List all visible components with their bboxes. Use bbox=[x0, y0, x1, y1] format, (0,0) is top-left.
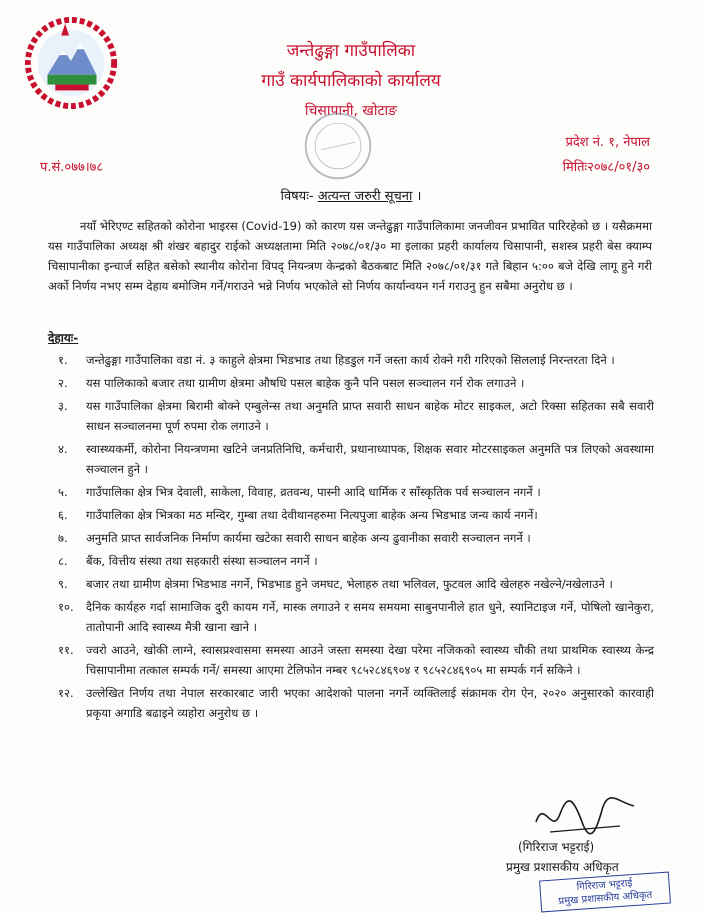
item-number: १. bbox=[58, 353, 68, 367]
office-stamp-icon bbox=[300, 108, 376, 184]
details-heading: देहायः- bbox=[48, 331, 79, 345]
item-number: ६. bbox=[58, 508, 68, 522]
signer-title: प्रमुख प्रशासकीय अधिकृत bbox=[506, 860, 619, 874]
seal-name: गिरिराज भट्टराई bbox=[576, 878, 633, 893]
item-text: उल्लेखित निर्णय तथा नेपाल सरकारबाट जारी भएका आदेशको पालना नगर्ने व्यक्तिलाई संक्रामक रोग ऐन, २०२० अनुसारको कारवाही प्रकृया अगाडि बढाइने व्यहोरा अनुरोध छ । bbox=[86, 686, 654, 720]
item-number: ५. bbox=[58, 485, 68, 499]
item-number: १२. bbox=[58, 686, 74, 700]
item-number: ४. bbox=[58, 442, 68, 456]
intro-paragraph: नयाँ भेरिएण्ट सहितको कोरोना भाइरस (Covid-19) को कारण यस जन्तेढुङ्गा गाउँपालिकामा जनजीवन प्रभावित पारिरहेको छ । यसैक्रममा यस गाउँपालिका अध्यक्ष श्री शंखर बहादुर राईको अध्यक्षतामा मिति २०७८/०१/३० मा इलाका प्रहरी कार्यालय चिसापानी, सशस्त्र प्रहरी बेस क्याम्प चिसापानीका इन्चार्ज सहित बसेको स्थानीय कोरोना विपद् नियन्त्रण केन्द्रको बैठकबाट मिति २०७८/०१/३१ गते बिहान ५:०० बजे देखि लागू हुने गरी अर्को निर्णय नभए सम्म देहाय बमोजिम गर्ने/गराउने भन्ने निर्णय भएकोले सो निर्णय कार्यान्वयन गर्न गराउनु हुन सबैमा अनुरोध छ । bbox=[48, 219, 652, 293]
list-item bbox=[58, 528, 654, 548]
item-number: ३. bbox=[58, 399, 68, 413]
item-number: ११. bbox=[58, 643, 74, 657]
list-item bbox=[58, 482, 654, 502]
list-item bbox=[58, 373, 654, 393]
signature-scribble-icon bbox=[530, 792, 640, 840]
item-text: गाउँपालिका क्षेत्र भित्र देवाली, साकेला, विवाह, व्रतवन्ध, पास्नी आदि धार्मिक र साँस्कृतिक पर्व सञ्चालन नगर्ने । bbox=[86, 485, 541, 499]
list-item bbox=[58, 597, 654, 637]
item-text: यस गाउँपालिका क्षेत्रमा बिरामी बोक्ने एम्बुलेन्स तथा अनुमति प्राप्त सवारी साधन बाहेक मोटर साइकल, अटो रिक्सा सहितका सबै सवारी साधन सञ्चालनमा पूर्ण रुपमा रोक लगाउने । bbox=[86, 399, 654, 433]
list-item bbox=[58, 683, 654, 723]
nepal-emblem-icon bbox=[22, 14, 120, 112]
item-text: अनुमति प्राप्त सार्वजनिक निर्माण कार्यमा खटेका सवारी साधन बाहेक अन्य ढुवानीका सवारी सञ्चालन नगर्ने । bbox=[86, 531, 531, 545]
list-item bbox=[58, 640, 654, 680]
subject-line bbox=[0, 186, 702, 204]
document-date: मितिः२०७८/०१/३० bbox=[562, 160, 650, 175]
list-item bbox=[58, 439, 654, 479]
signer-name: (गिरिराज भट्टराई) bbox=[518, 840, 595, 854]
signature-seal bbox=[539, 872, 671, 913]
item-text: बैंक, वित्तीय संस्था तथा सहकारी संस्था सञ्चालन नगर्ने । bbox=[86, 554, 318, 568]
subject-text: अत्यन्त जरुरी सूचना bbox=[317, 189, 413, 204]
list-item bbox=[58, 551, 654, 571]
item-text: जन्तेढुङ्गा गाउँपालिका वडा नं. ३ काहुले क्षेत्रमा भिडभाड तथा हिडडुल गर्ने जस्ता कार्य रोक्ने गरी गरिएको सिललाई निरन्तरता दिने । bbox=[86, 353, 615, 367]
item-text: दैनिक कार्यहरु गर्दा सामाजिक दुरी कायम गर्ने, मास्क लगाउने र समय समयमा साबुनपानीले हात धुने, स्यानिटाइज गर्ने, पोषिलो खानेकुरा, तातोपानी आदि स्वास्थ्य मैत्री खाना खाने । bbox=[86, 600, 654, 634]
item-number: २. bbox=[58, 376, 68, 390]
item-number: ९. bbox=[58, 577, 68, 591]
item-text: गाउँपालिका क्षेत्र भित्रका मठ मन्दिर, गुम्बा तथा देवीथानहरुमा नित्यपुजा बाहेक अन्य भिडभाड जन्य कार्य नगर्ने। bbox=[86, 508, 538, 522]
item-number: ८. bbox=[58, 554, 68, 568]
item-text: स्वास्थ्यकर्मी, कोरोना नियन्त्रणमा खटिने जनप्रतिनिधि, कर्मचारी, प्रधानाध्यापक, शिक्षक सवार मोटरसाइकल अनुमति पत्र लिएको अवस्थामा सञ्चालन हुने । bbox=[86, 442, 654, 476]
item-text: ज्वरो आउने, खोकी लाग्ने, स्वासप्रश्वासमा समस्या आउने जस्ता समस्या देखा परेमा नजिकको स्वास्थ्य चौकी तथा प्राथमिक स्वास्थ्य केन्द्र चिसापानीमा तत्काल सम्पर्क गर्ने/ समस्या आएमा टेलिफोन नम्बर ९८५२८४६९०४ र ९८५२८४६९०५ मा सम्पर्क गर्न सकिने । bbox=[86, 643, 654, 677]
province-label: प्रदेश नं. १, नेपाल bbox=[565, 135, 650, 150]
office-name: गाउँ कार्यपालिकाको कार्यालय bbox=[261, 71, 441, 91]
reference-number: प.सं.०७७।७८ bbox=[40, 160, 104, 175]
list-item bbox=[58, 574, 654, 594]
item-number: १०. bbox=[58, 600, 74, 614]
item-number: ७. bbox=[58, 531, 68, 545]
subject-end: । bbox=[416, 189, 422, 204]
office-location: चिसापानी, खोटाङ bbox=[304, 103, 398, 119]
seal-title: प्रमुख प्रशासकीय अधिकृत bbox=[558, 889, 653, 908]
list-item bbox=[58, 396, 654, 436]
list-item bbox=[58, 505, 654, 525]
municipality-name: जन्तेढुङ्गा गाउँपालिका bbox=[286, 41, 416, 61]
item-text: बजार तथा ग्रामीण क्षेत्रमा भिडभाड नगर्ने, भिडभाड हुने जमघट, भेलाहरु तथा भलिवल, फुटवल आदि खेलहरु नखेल्ने/नखेलाउने । bbox=[86, 577, 613, 591]
subject-label: विषयः- bbox=[280, 189, 314, 204]
item-text: यस पालिकाको बजार तथा ग्रामीण क्षेत्रमा औषधि पसल बाहेक कुनै पनि पसल सञ्चालन गर्न रोक लगाउने । bbox=[86, 376, 525, 390]
list-item bbox=[58, 350, 654, 370]
decision-list bbox=[58, 350, 654, 726]
